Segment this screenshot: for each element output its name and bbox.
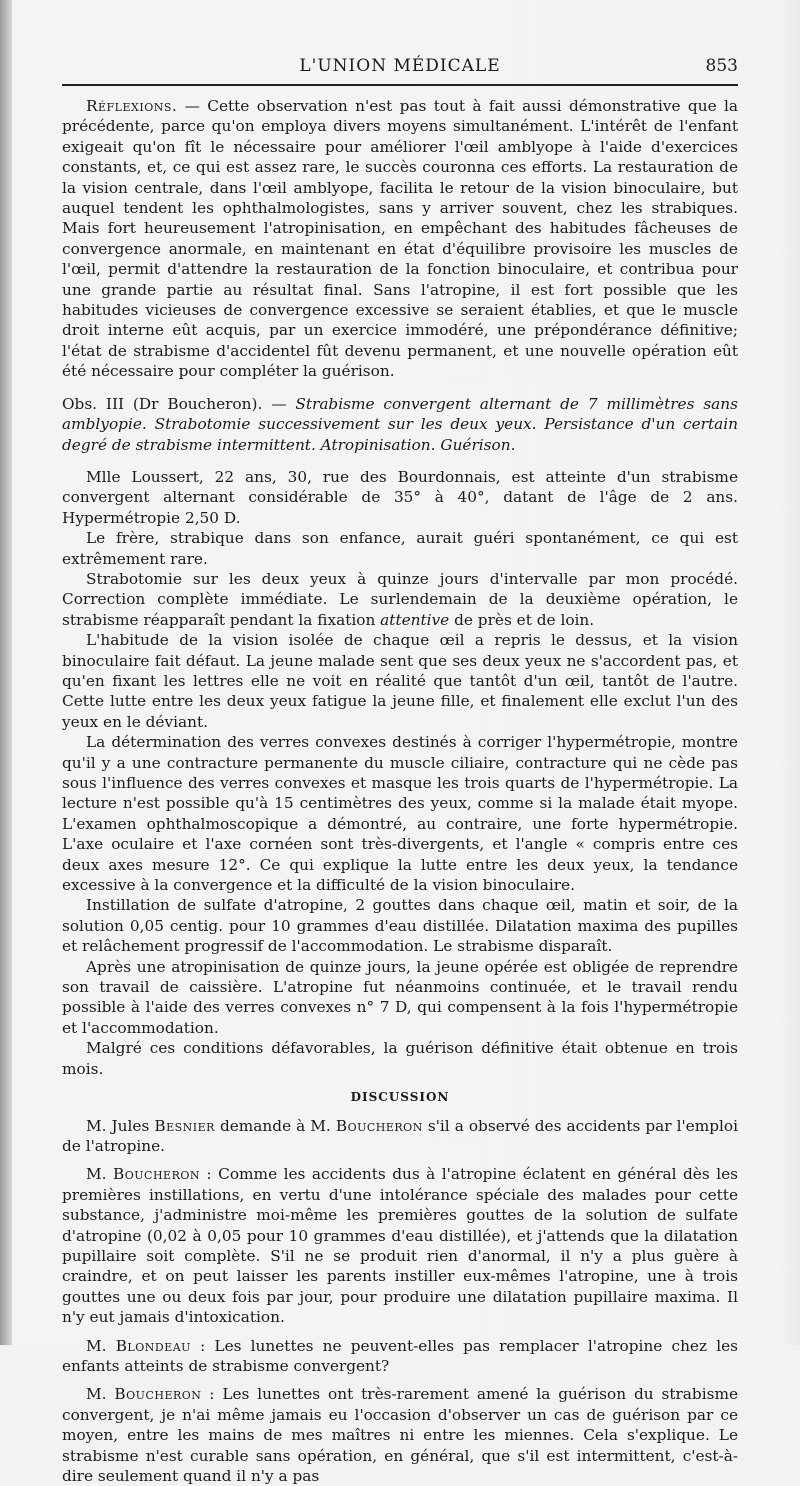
discussion-paragraph <box>62 1164 738 1327</box>
case-text: de près et de loin. <box>449 610 595 629</box>
case-paragraph <box>62 569 738 630</box>
discussion-text: demande à M. <box>214 1116 336 1135</box>
speaker-name: Boucheron <box>335 1116 423 1135</box>
speaker-title: M. <box>86 1385 115 1404</box>
speaker-name: Besnier <box>154 1116 215 1135</box>
speaker-name: Boucheron <box>113 1165 201 1184</box>
speaker-name: Blondeau <box>115 1336 191 1355</box>
reflexions-label: Réflexions. <box>86 97 178 115</box>
speaker-title: M. Jules <box>86 1116 155 1135</box>
observation-title: Strabisme convergent alternant de 7 millimètres sans amblyopie. Strabotomie successivement sur les deux yeux. Persistance d'un certain degré de strabisme intermittent. Atropinisation. Guérison. <box>62 394 738 454</box>
observation-heading <box>62 394 738 455</box>
discussion-paragraph <box>62 1336 738 1377</box>
discussion-paragraph <box>62 1384 738 1486</box>
case-paragraph: Instillation de sulfate d'atropine, 2 gouttes dans chaque œil, matin et soir, de la solution 0,05 centig. pour 10 grammes d'eau distillée. Dilatation maxima des pupilles et relâchement progressif de l'accommodation. Le strabisme disparaît. <box>62 896 738 956</box>
case-text: Strabotomie sur les deux yeux à quinze jours d'intervalle par mon procédé. Correction complète immédiate. Le surlendemain de la deuxième opération, le strabisme réapparaît pendant la fixation <box>62 569 738 629</box>
page-number: 853 <box>705 56 738 76</box>
speaker-title: M. <box>86 1336 116 1355</box>
case-paragraph: Le frère, strabique dans son enfance, aurait guéri spontanément, ce qui est extrêmement rare. <box>62 529 738 568</box>
header-rule <box>62 84 738 86</box>
article-body <box>62 96 738 1486</box>
discussion-text: : Les lunettes ne peuvent-elles pas remplacer l'atropine chez les enfants atteints de strabisme convergent? <box>62 1336 738 1375</box>
reflexions-text: — Cette observation n'est pas tout à fait aussi démonstrative que la précédente, parce qu'on employa divers moyens simultanément. L'intérêt de l'enfant exigeait qu'on fît le nécessaire pour améliorer l'œil amblyope à l'aide d'exercices constants, et, ce qui est assez rare, le succès couronna ces efforts. La restauration de la vision centrale, dans l'œil amblyope, facilita le retour de la vision binoculaire, but auquel tendent les ophthalmologistes, sans y arriver souvent, chez les strabiques. Mais fort heureusement l'atropinisation, en empêchant des habitudes fâcheuses de convergence anormale, en maintenant en état d'équilibre provisoire les muscles de l'œil, permit d'attendre la restauration de la fonction binoculaire, et contribua pour une grande partie au résultat final. Sans l'atropine, il est fort possible que les habitudes vicieuses de convergence excessive se seraient établies, et que le muscle droit interne eût acquis, par un exercice immodéré, une prépondérance définitive; l'état de strabisme d'accidentel fût devenu permanent, et une nouvelle opération eût été nécessaire pour compléter la guérison. <box>62 97 738 381</box>
speaker-name: Boucheron <box>114 1385 202 1404</box>
discussion-text: : Les lunettes ont très-rarement amené la guérison du strabisme convergent, je n'ai même jamais eu l'occasion d'observer un cas de guérison par ce moyen, entre les mains de mes maîtres ni entre les miennes. Cela s'explique. Le strabisme n'est curable sans opération, en général, que s'il est intermittent, c'est-à-dire seulement quand il n'y a pas <box>62 1385 738 1485</box>
discussion-text: : Comme les accidents dus à l'atropine éclatent en général dès les premières instillations, en vertu d'une intolérance spéciale des malades pour cette substance, j'administre moi-même les premières gouttes de la solution de sulfate d'atropine (0,02 à 0,05 pour 10 grammes d'eau distillée), et j'attends que la dilatation pupillaire soit complète. S'il ne se produit rien d'anormal, il n'y a plus guère à craindre, et on peut laisser les parents instiller eux-mêmes l'atropine, une à trois gouttes une ou deux fois par jour, pour produire une dilatation pupillaire maxima. Il n'y eut jamais d'intoxication. <box>62 1165 738 1327</box>
case-emphasis: attentive <box>380 610 450 629</box>
book-spine-shadow <box>0 0 12 1345</box>
running-title: L'UNION MÉDICALE <box>299 56 501 76</box>
reflexions-paragraph <box>62 96 738 382</box>
case-paragraph: Mlle Loussert, 22 ans, 30, rue des Bourdonnais, est atteinte d'un strabisme convergent alternant considérable de 35° à 40°, datant de l'âge de 2 ans. Hypermétropie 2,50 D. <box>62 467 738 527</box>
speaker-title: M. <box>86 1165 114 1184</box>
discussion-heading: DISCUSSION <box>350 1090 450 1105</box>
case-paragraph: L'habitude de la vision isolée de chaque œil a repris le dessus, et la vision binoculaire fait défaut. La jeune malade sent que ses deux yeux ne s'accordent pas, et qu'en fixant les lettres elle ne voit en réalité que tantôt d'un œil, tantôt de l'autre. Cette lutte entre les deux yeux fatigue la jeune fille, et finalement elle exclut l'un des yeux en le déviant. <box>62 631 738 731</box>
discussion-paragraph <box>62 1116 738 1157</box>
case-paragraph: Malgré ces conditions défavorables, la guérison définitive était obtenue en trois mois. <box>62 1039 738 1078</box>
observation-label: Obs. III (Dr Boucheron). — <box>62 394 296 413</box>
case-paragraph: Après une atropinisation de quinze jours, la jeune opérée est obligée de reprendre son travail de caissière. L'atropine fut néanmoins continuée, et le travail rendu possible à l'aide des verres convexes n° 7 D, qui compensent à la fois l'hypermétropie et l'accommodation. <box>62 957 738 1037</box>
case-paragraph: La détermination des verres convexes destinés à corriger l'hypermétropie, montre qu'il y a une contracture permanente du muscle ciliaire, contracture qui ne cède pas sous l'influence des verres convexes et masque les trois quarts de l'hypermétropie. La lecture n'est possible qu'à 15 centimètres des yeux, comme si la malade était myope. L'examen ophthalmoscopique a démontré, au contraire, une forte hypermétropie. L'axe oculaire et l'axe cornéen sont très-divergents, et l'angle « compris entre ces deux axes mesure 12°. Ce qui explique la lutte entre les deux yeux, la tendance excessive à la convergence et la difficulté de la vision binoculaire. <box>62 733 738 895</box>
discussion-text: s'il a observé des accidents par l'emploi de l'atropine. <box>62 1116 739 1155</box>
page-header <box>62 50 738 80</box>
